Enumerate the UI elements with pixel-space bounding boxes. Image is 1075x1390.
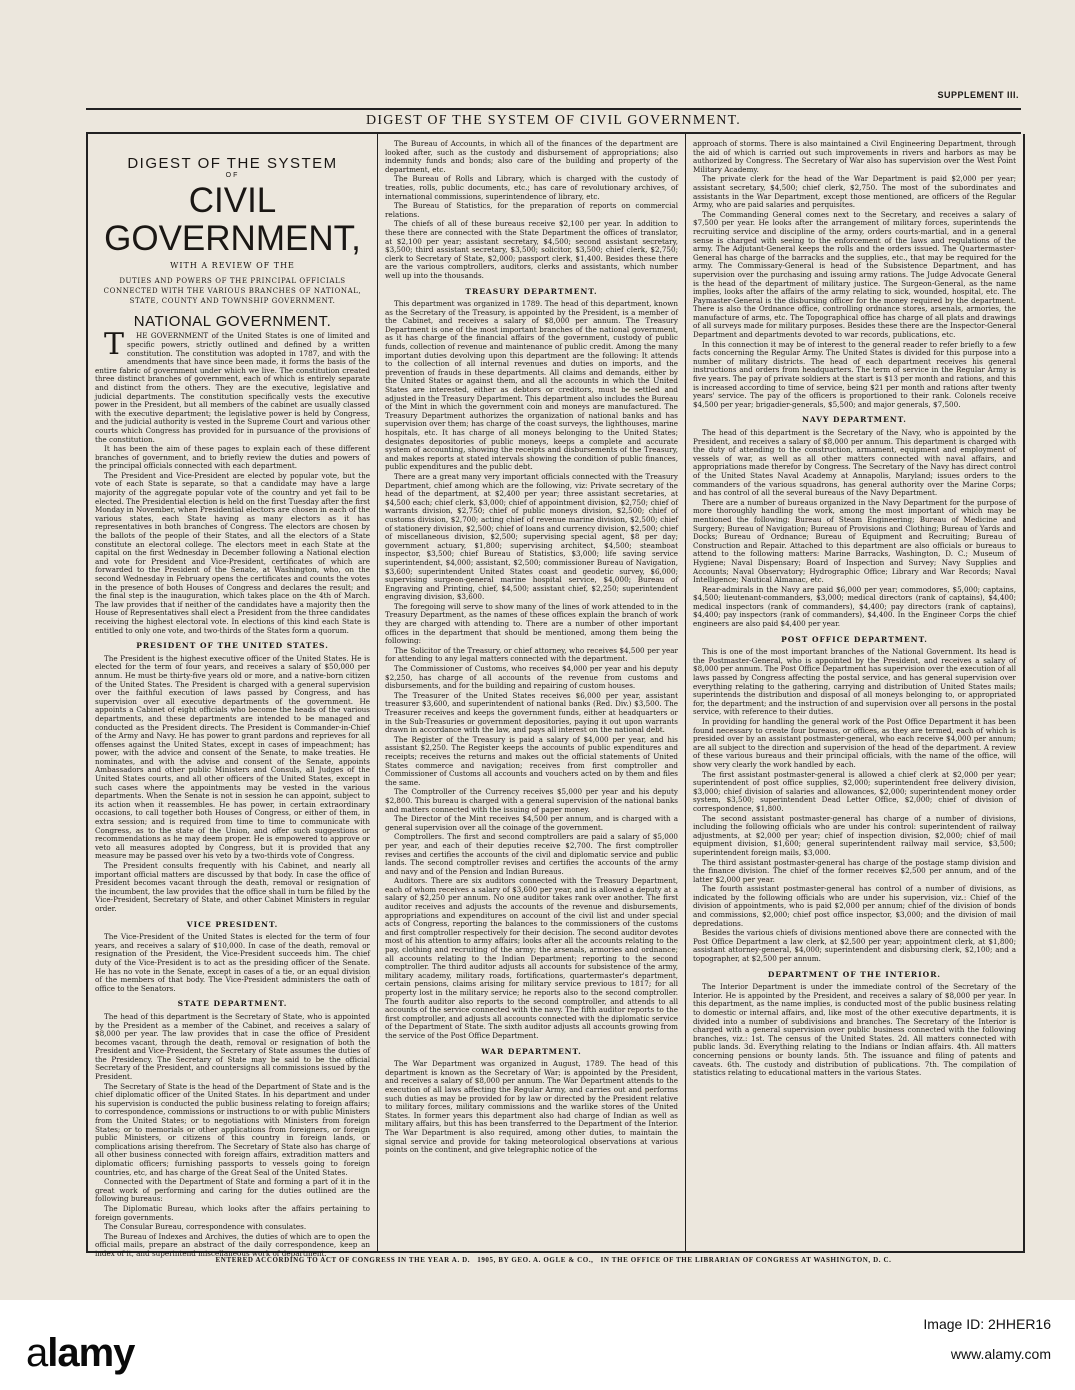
paragraph: The first assistant postmaster-general is allowed a chief clerk at $2,000 per year; superintendent of post office supplies, $2,000; superintendent free delivery division, $3,000; chief division of salaries and allowances, $2,000; superintendent money order system, $3,500; superintendent Dead Letter Office, $2,000; chief of division of correspondence, $1,800. [693,769,1016,813]
paragraph: In this connection it may be of interest to the general reader to refer briefly to a few facts concerning the Regular Army. The United States is divided for this purpose into a number of military districts. The head of each department receives his general instructions and orders from headquarters. The term of service in the Regular Army is five years. The pay of private soldiers at the start is $13 per month and rations, and this is increased according to time of service, being $21 per month and rations after twenty years' service. The pay of the officers is proportioned to their rank. Colonels receive $4,500 per year; brigadier-generals, $5,500; and major generals, $7,500. [693,339,1016,409]
paragraph: The Bureau of Rolls and Library, which is charged with the custody of treaties, rolls, public documents, etc.; has care of revolutionary archives, of international commissions, superintendence of library, etc. [385,174,678,201]
paragraph: The Consular Bureau, correspondence with consulates. [104,1222,307,1232]
alamy-logo: alamy [26,1331,135,1375]
paragraph: Besides the various chiefs of divisions mentioned above there are connected with the Post Office Department a law clerk, at $2,500 per year; appointment clerk, at $1,800; assistant attorney-general, $4,000; superintendent and disbursing clerk, $2,100; and a topographer, at $2,500 per annum. [693,928,1016,964]
title-line-4: WITH A REVIEW OF THE [170,261,295,271]
paragraph: The private clerk for the head of the War Department is paid $2,000 per year; assistant secretary, $4,500; chief clerk, $2,750. The most of the subordinates and assistants in the War Department, except those mentioned, are officers of the Regular Army, who are paid salaries and perquisites. [693,174,1016,210]
paragraph: Rear-admirals in the Navy are paid $6,000 per year; commodores, $5,000; captains, $4,500; lieutenant-commanders, $3,000; medical directors (rank of captains), $4,400; medical inspectors (rank of commanders), $4,400; pay directors (rank of captains), $4,400; pay inspectors (rank of commanders), $4,400. In the Engineer Corps the chief engineers are also paid $4,400 per year. [693,584,1016,629]
paragraph: Connected with the Department of State and forming a part of it in the great work of performing and caring for the duties outlined are the following bureaus: [95,1177,370,1204]
vice-president-heading: VICE PRESIDENT. [186,919,279,929]
main-title: CIVIL GOVERNMENT, [104,181,361,259]
paragraph: The Solicitor of the Treasury, or chief attorney, who receives $4,500 per year for attending to any legal matters connected with the department. [385,645,678,664]
paragraph: The Commanding General comes next to the Secretary, and receives a salary of $7,500 per year. He looks after the arrangement of military forces, superintends the recruiting service and discipline of the army, orders courts-martial, and in a general sense is charged with seeing to the enforcement of the laws and regulations of the army. The Adjutant-General keeps the rolls and the orders issued. The Quartermaster-General has charge of the barracks and the supplies, etc., that may be required for the army. The Commissary-General is head of the Subsistence Department, and has supervision over the purchasing and issuing army rations. The Judge Advocate General is the head of the department of military justice. The Surgeon-General, as the name implies, looks after the affairs of the army relating to sick, wounded, hospital, etc. The Paymaster-General is the disbursing officer for the money required by the department. There is also the Ordnance office, controlling ordnance stores, arsenals, armories, the manufacture of arms, etc. The Topographical office has charge of all plats and drawings of all surveys made for military purposes. Besides these there are the Inspector-General Department and departments devoted to war records, publications, etc. [693,209,1016,340]
title-block [95,155,370,306]
copyright-footer [86,1256,1021,1264]
war-heading: WAR DEPARTMENT. [481,1046,582,1056]
paragraph: The War Department was organized in August, 1789. The head of this department is known as the Secretary of War; is appointed by the President, and receives a salary of $8,000 per annum. The War Department attends to the execution of all laws affecting the Regular Army, and carries out and performs such duties as may be provided for by law or directed by the President relative to military forces, military commissions and the warlike stores of the United States. In former years this department also had charge of Indian as well as military affairs, but this has been transferred to the Department of the Interior. The War Department is also required, among other duties, to maintain the signal service and provide for taking meteorological observations at various points on the continent, and give telegraphic notice of the [385,1059,678,1155]
paragraph: In providing for handling the general work of the Post Office Department it has been found necessary to create four bureaus, or offices, as they are termed, each of which is presided over by an assistant postmaster-general, who each receive $4,000 per annum; are all subject to the direction and supervision of the head of the department. A review of these various bureaus and their principal officials, with the name of the office, will show very clearly the work handled by each. [693,717,1016,769]
paragraph: The head of this department is the Secretary of State, who is appointed by the President as a member of the Cabinet, and receives a salary of $8,000 per year. The law provides that in case the office of President becomes vacant, through the death, removal or resignation of both the President and Vice-President, the Secretary of State assumes the duties of the Presidency. The Secretary of State may be said to be the official Secretary of the President, and countersigns all commissions issued by the President. [95,1011,370,1082]
title-line-2: OF [225,171,240,179]
paragraph: The President and Vice-President are elected by popular vote, but the vote of each State is separate, so that a candidate may have a large majority of the aggregate popular vote of the country and yet fail to be elected. The Presidential election is held on the first Tuesday after the first Monday in November, when Presidential electors are chosen in each of the various states, each State having as many electors as it has representatives in both branches of Congress. The electors are chosen by the ballots of the people of their States, and all the electors of a State constitute an electoral college. The electors meet in each State at the capital on the first Wednesday in December following a National election and vote for President and Vice-President, certificates of which are forwarded to the President of the Senate, at Washington, who, on the second Wednesday in February opens the certificates and counts the votes in the presence of both Houses of Congress and declares the result; and the final step is the inauguration, which takes place on the 4th of March. The law provides that if neither of the candidates have a majority then the House of Representatives shall elect a President from the three candidates receiving the highest electoral vote. In elections of this kind each State is entitled to only one vote, and two-thirds of the States form a quorum. [95,470,370,635]
column-3 [686,134,1023,1251]
digest-banner: DIGEST OF THE SYSTEM OF CIVIL GOVERNMENT. [86,108,1021,134]
paragraph: approach of storms. There is also maintained a Civil Engineering Department, through the aid of which is carried out such improvements in rivers and harbors as may be authorized by Congress. The Secretary of War also has supervision over the West Point Military Academy. [693,139,1016,174]
paragraph: The third assistant postmaster-general has charge of the postage stamp division and the finance division. The chief of the former receives $2,500 per annum, and of the latter $2,000 per year. [693,857,1016,884]
paragraph: The Bureau of Indexes and Archives, the duties of which are to open the official mails, prepare an abstract of the daily correspondence, keep an index of it, and superintend miscellaneous work of department. [95,1231,370,1258]
watermark-bar [0,1300,1075,1390]
paragraph: The Comptroller of the Currency receives $5,000 per year and his deputy $2,800. This bureau is charged with a general supervision of the national banks and matters connected with the issuing of paper money. [385,787,678,814]
watermark-url: www.alamy.com [950,1346,1051,1362]
supplement-label: SUPPLEMENT III. [937,90,1019,100]
paragraph: The President is the highest executive officer of the United States. He is elected for the term of four years, and receives a salary of $50,000 per annum. He must be thirty-five years old or more, and a native-born citizen of the United States. The President is charged with a general supervision over the faithful execution of laws passed by Congress, and has supervision over all executive departments of the government. He appoints a Cabinet of eight officials who become the heads of the various departments, and these departments are intended to be managed and conducted as the President directs. The President is Commander-in-Chief of the Army and Navy. He has power to grant pardons and reprieves for all offenses against the United States, except in cases of impeachment; has power, with the advice and consent of the Senate, to make treaties. He nominates, and with the advise and consent of the Senate, appoints Ambassadors and other public Ministers and Consuls, all Judges of the United States courts, and all other officers of the United States, except in such cases where the appointments may be vested in the various departments. When the Senate is not in session he can appoint, subject to its action when it reassembles. He has power, in certain extraordinary occasions, to call together both Houses of Congress, or either of them, in extra session; and is required from time to time to communicate with Congress, as to the state of the Union, and offer such suggestions or recommendations as he may deem proper. He is empowered to approve or veto all measures adopted by Congress, but it is provided that any measure may be passed over his veto by a two-thirds vote of Congress. [95,653,370,861]
footer-right: IN THE OFFICE OF THE LIBRARIAN OF CONGRESS AT WASHINGTON, D. C. [600,1256,892,1264]
paragraph: The Bureau of Statistics, for the preparation of reports on commercial relations. [385,201,678,219]
paragraph: Auditors. There are six auditors connected with the Treasury Department, each of whom receives a salary of $3,600 per year, and is allowed a deputy at a salary of $2,250 per annum. No one auditor takes rank over another. The first auditor receives and adjusts the accounts of the revenue and disbursements, appropriations and expenditures on account of the civil list and under special acts of Congress, reporting the balances to the commissioners of the customs and first comptroller respectively for their decision. The second auditor devotes most of his attention to army affairs; looks after all the accounts relating to the pay, clothing and recruiting of the army; the arsenals, armories and ordnance; all accounts relating to the Indian Department; reporting to the second comptroller. The third auditor adjusts all accounts for subsistence of the army, military academy, military roads, fortifications, quartermaster's department, certain pensions, claims arising for military service previous to 1817; for all property lost in the military service; he reports also to the second comptroller. The fourth auditor also reports to the second comptroller, and attends to all accounts of the service connected with the navy. The fifth auditor reports to the first comptroller, and adjusts all accounts connected with the diplomatic service of the Department of State. The sixth auditor adjusts all accounts growing from the service of the Post Office Department. [385,876,678,1040]
paragraph: The Director of the Mint receives $4,500 per annum, and is charged with a general supervision over all the coinage of the government. [385,814,678,832]
title-subtitle: DUTIES AND POWERS OF THE PRINCIPAL OFFICIALS CONNECTED WITH THE VARIOUS BRANCHES OF NATIONAL, STATE, COUNTY AND TOWNSHIP GOVERNMENT. [103,276,362,305]
paragraph: This department was organized in 1789. The head of this department, known as the Secretary of the Treasury, is appointed by the President, is a member of the Cabinet, and receives a salary of $8,000 per annum. The Treasury Department is one of the most important branches of the national government, as it has charge of the financial affairs of the government, custody of public funds, collection of revenue and maintenance of public credit. Among the many important duties devolving upon this department are the following: It attends to the collection of all internal revenues and duties on imports, and the prevention of frauds in these departments. All claims and demands, either by the United States or against them, and all the accounts in which the United States are interested, either as debtors or creditors, must be settled and adjusted in the Treasury Department. This department also includes the Bureau of the Mint in which the government coin and moneys are manufactured. The Treasury Department authorizes the organization of national banks and has supervision over them; has charge of the coast surveys, the lighthouses, marine hospitals, etc. It has charge of all moneys belonging to the United States; designates depositories of public moneys, keeps a complete and accurate system of accounting, showing the receipts and disbursements of the Treasury, and makes reports at stated intervals showing the condition of public finances, public expenditures and the public debt. [385,299,678,472]
state-department-heading: STATE DEPARTMENT. [177,999,288,1009]
paragraph: The Commissioner of Customs, who receives $4,000 per year and his deputy $2,250, has charge of all accounts of the revenue from customs and disbursements, and for the building and repairing of custom houses. [385,664,678,691]
navy-heading: NAVY DEPARTMENT. [802,415,907,425]
paragraph: The Secretary of State is the head of the Department of State and is the chief diplomatic officer of the United States. In his department and under his supervision is conducted the public business relating to foreign affairs; to correspondence, commissions or instructions to or with public Ministers from the United States; or to negotiations with Ministers from foreign States; or to memorials or other applications from foreigners, or foreign public Ministers, or citizens of this country in foreign lands, or complications arising therefrom. The Secretary of State also has charge of all other business connected with foreign affairs, extradition matters and diplomatic officers; furnishing passports to vessels going to foreign countries, etc, and has charge of the Great Seal of the United States. [95,1081,370,1177]
paragraph: The President consults frequently with his Cabinet, and nearly all important official matters are discussed by that body. In case the office of President becomes vacant through the death, removal or resignation of the incumbent, the law provides that the office shall in turn be filled by the Vice-President, Secretary of State, and other Cabinet Ministers in regular order. [95,861,370,913]
paragraph: The head of this department is the Secretary of the Navy, who is appointed by the President, and receives a salary of $8,000 per annum. This department is charged with the duty of attending to the construction, armament, equipment and employment of vessels of war, as well as all other matters connected with naval affairs, and appropriations made therefor by Congress. The Secretary of the Navy has direct control of the United States Naval Academy at Annapolis, Maryland; issues orders to the commanders of the various squadrons, has general authority over the Marine Corps; and has control of all the several bureaus of the Navy Department. [693,428,1016,498]
image-id: Image ID: 2HHER16 [923,1316,1051,1332]
paragraph: Comptrollers. The first and second comptrollers are paid a salary of $5,000 per year, and each of their deputies receive $2,700. The first comptroller revises and certifies the accounts of the civil and diplomatic service and public lands. The second comptroller revises and certifies the accounts of the army and navy and of the Pension and Indian Bureaus. [385,832,678,876]
title-line-1: DIGEST OF THE SYSTEM [127,155,338,172]
column-2 [378,134,686,1251]
treasury-heading: TREASURY DEPARTMENT. [465,286,598,296]
column-frame [86,134,1025,1258]
column-1 [88,134,378,1258]
paragraph: The foregoing will serve to show many of the lines of work attended to in the Treasury Department, as the names of these offices explain the branch of work they are charged with attending to. There are a number of other important offices in the department that should be mentioned, among them being the following: [385,601,678,646]
paragraph: There are a number of bureaus organized in the Navy Department for the purpose of more thoroughly handling the work, among the most important of which may be mentioned the following: Bureau of Steam Engineering; Bureau of Medicine and Surgery; Bureau of Navigation; Bureau of Provisions and Clothing; Bureau of Yards and Docks; Bureau of Ordnance; Bureau of Equipment and Recruiting; Bureau of Construction and Repair. Attached to this department are also officials or bureaus to attend to the following matters: Marine Barracks, Washington, D. C.; Museum of Hygiene; Naval Dispensary; Board of Inspection and Survey; Navy Supplies and Accounts; Naval Observatory; Hydrographic Office; Library and War Records; Naval Intelligence; Nautical Almanac, etc. [693,497,1016,585]
paragraph: There are a great many very important officials connected with the Treasury Department, chief among which are the following, viz: Private secretary of the head of the department, at $2,400 per year; three assistant secretaries, at $4,500 each; chief clerk, $3,000; chief of appointment division, $2,750; chief of warrants division, $2,750; chief of public moneys division, $2,500; chief of customs division, $2,700; acting chief of revenue marine division, $2,500; chief of stationery division, $2,500; chief of loans and currency division, $2,500; chief of miscellaneous division, $2,500; supervising special agent, $8 per day; government actuary, $1,800; supervising architect, $4,500; steamboat inspector, $3,500; chief Bureau of Statistics, $3,000; life saving service superintendent, $4,000; assistant, $2,500; commissioner Bureau of Navigation, $3,600; superintendent United States coast and geodetic survey, $6,000; supervising surgeon-general marine hospital service, $4,000; Bureau of Engraving and Printing, chief, $4,500; assistant chief, $2,250; superintendent engraving division, $3,600. [385,471,678,602]
paragraph: The Bureau of Accounts, in which all of the finances of the department are looked after, such as the custody and disbursement of appropriations; also indemnity funds and bonds; also care of the building and property of the department, etc. [385,139,678,174]
paragraph: The fourth assistant postmaster-general has control of a number of divisions, as indicated by the following officials who are under his supervision, viz.: Chief of the division of appointments, who is paid $2,000 per annum; chief of the division of bonds and commissions, $2,000; chief post office inspector, $3,000; and the division of mail depredations. [693,884,1016,928]
footer-year-publisher: 1905, BY GEO. A. OGLE & CO., [477,1256,594,1264]
paragraph: The Vice-President of the United States is elected for the term of four years, and receives a salary of $10,000. In case of the death, removal or resignation of the President, the Vice-President succeeds him. The chief duty of the Vice-President is to act as the presiding officer of the Senate. He has no vote in the Senate, except in cases of a tie, or an equal division of the members of that body. The Vice-President administers the oath of office to the Senators. [95,932,370,993]
paragraph: THE GOVERNMENT of the United States is one of limited and specific powers, strictly outlined and defined by a written constitution. The constitution was adopted in 1787, and with the amendments that have since been made, it forms the basis of the entire fabric of government under which we live. The constitution created three distinct branches of government, each of which is entirely separate and distinct from the others. They are the executive, legislative and judicial departments. The constitution specifically vests the executive power in the President, but all members of the cabinet are usually classed with the executive department; the legislative power is held by Congress, and the judicial authority is vested in the Supreme Court and various other courts which Congress has provided for in pursuance of the provisions of the constitution. [95,327,370,444]
paragraph: The second assistant postmaster-general has charge of a number of divisions, including the following officials who are under his control: superintendent of railway adjustments, at $2,000 per year; chief of inspection division, $2,000; chief of mail equipment division, $1,600; general superintendent railway mail service, $3,500; superintendent foreign mails, $3,000. [693,813,1016,857]
president-heading: PRESIDENT OF THE UNITED STATES. [136,641,329,651]
paragraph: It has been the aim of these pages to explain each of these different branches of government, and to briefly review the duties and powers of the principal officials connected with each department. [95,444,370,471]
paragraph: The Diplomatic Bureau, which looks after the affairs pertaining to foreign governments. [95,1203,370,1222]
national-government-heading: NATIONAL GOVERNMENT. [133,312,332,330]
paragraph: The chiefs of all of these bureaus receive $2,100 per year. In addition to these there are connected with the State Department the offices of translator, at $2,100 per year; assistant secretary, $4,500; second assistant secretary, $3,500; third assistant secretary, $3,500; solicitor, $3,500; chief clerk, $2,750; clerk to Secretary of State, $2,000; passport clerk, $1,400. Besides these there are the various comptrollers, auditors, clerks and assistants, which number well up into the thousands. [385,219,678,280]
paragraph: The Interior Department is under the immediate control of the Secretary of the Interior. He is appointed by the President, and receives a salary of $8,000 per year. In this department, as the name implies, is conducted most of the public business relating to domestic or internal affairs, and, like most of the other executive departments, it is divided into a number of subdivisions and branches. The Secretary of the Interior is charged with a general supervision over public business connected with the following branches, viz.: 1st. The census of the United States. 2d. All matters connected with public lands. 3d. Everything relating to the Indians or Indian affairs. 4th. All matters concerning pensions or bounty lands. 5th. The issuance and filing of patents and caveats. 6th. The custody and distribution of publications. 7th. The compilation of statistics relating to educational matters in the various States. [693,982,1016,1078]
paragraph: The Register of the Treasury is paid a salary of $4,000 per year, and his assistant $2,250. The Register keeps the accounts of public expenditures and receipts; receives the returns and makes out the official statements of United States commerce and navigation; receives from first comptroller and Commissioner of Customs all accounts and vouchers acted on by them and files the same. [385,734,678,787]
paragraph: This is one of the most important branches of the National Government. Its head is the Postmaster-General, who is appointed by the President, and receives a salary of $8,000 per annum. The Post Office Department has supervision over the execution of all laws passed by Congress affecting the postal service, and has general supervision over everything relating to the gathering, carrying and distribution of United States mails; superintends the distribution and disposal of all moneys belonging to, or appropriated for, the department; and the instruction of and supervision over all persons in the postal service, with reference to their duties. [693,647,1016,717]
interior-heading: DEPARTMENT OF THE INTERIOR. [767,969,942,979]
paragraph: The Treasurer of the United States receives $6,000 per year, assistant treasurer $3,600, and superintendent of national banks (Red. Div.) $3,500. The Treasurer receives and keeps the government funds, either at headquarters or in the Sub-Treasuries or government depositories, paying it out upon warrants drawn in accordance with the law, and pays all interest on the national debt. [385,690,678,735]
footer-left: ENTERED ACCORDING TO ACT OF CONGRESS IN THE YEAR A. D. [215,1256,471,1264]
post-office-heading: POST OFFICE DEPARTMENT. [781,634,928,644]
